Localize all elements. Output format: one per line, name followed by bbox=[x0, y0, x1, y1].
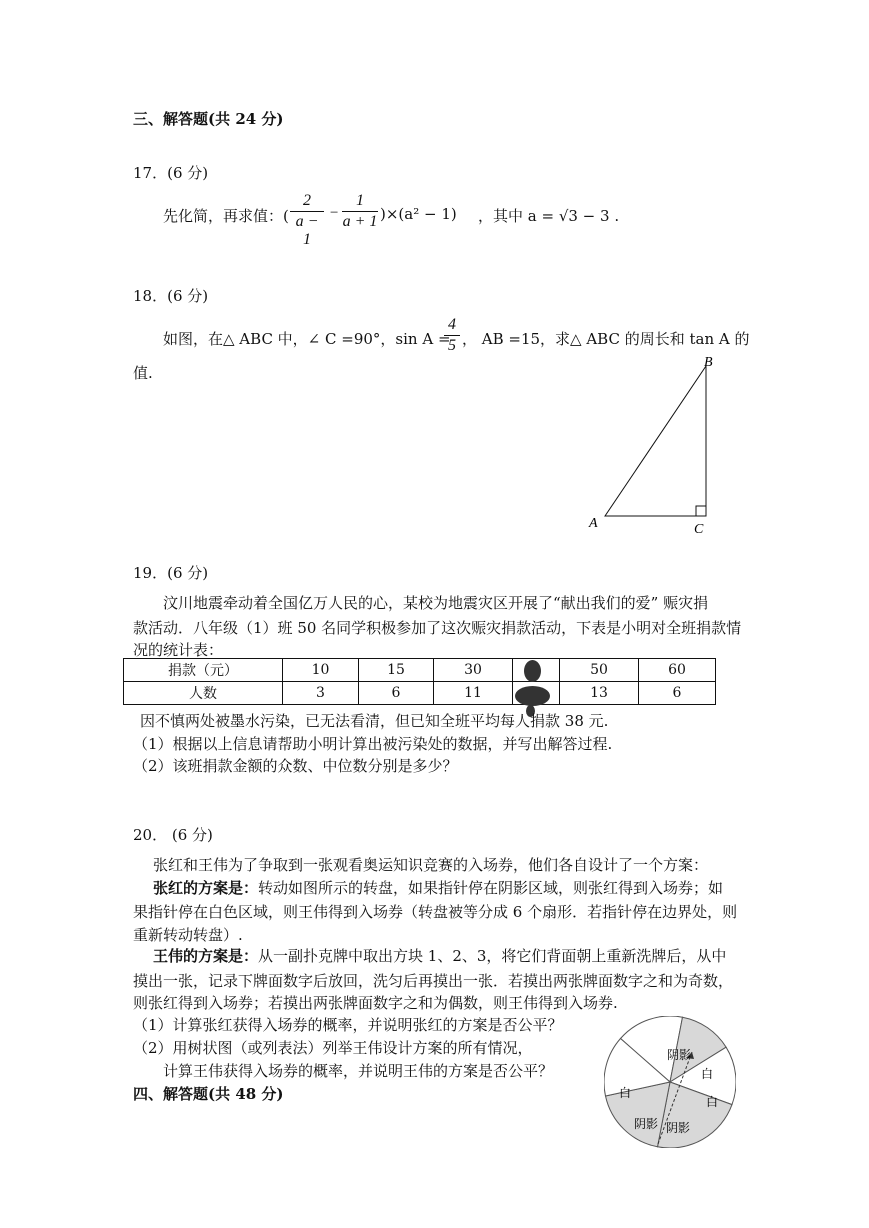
q17-frac1-den: a − 1 bbox=[295, 213, 319, 248]
q20-ww-line3: 则张红得到入场券；若摸出两张牌面数字之和为偶数，则王伟得到入场券. bbox=[133, 994, 618, 1012]
q20-ww-line2: 摸出一张，记录下牌面数字后放回，洗匀后再摸出一张．若摸出两张牌面数字之和为奇数， bbox=[133, 972, 734, 990]
q18-number: 18．(6 分) bbox=[133, 287, 209, 305]
spinner-label: 阴影 bbox=[665, 1121, 691, 1135]
spinner-label: 白 bbox=[618, 1086, 632, 1100]
table-cell: 11 bbox=[434, 682, 513, 705]
q19-sub2: （2）该班捐款金额的众数、中位数分别是多少？ bbox=[133, 757, 458, 775]
q17-minus: − bbox=[329, 205, 340, 221]
donation-table bbox=[123, 658, 716, 705]
table-row bbox=[124, 682, 716, 705]
vertex-label-a: A bbox=[589, 516, 598, 531]
vertex-label-b: B bbox=[704, 355, 713, 370]
table-cell: 捐款（元） bbox=[124, 659, 283, 682]
q20-number: 20． (6 分) bbox=[133, 826, 213, 844]
q20-zh-label: 张红的方案是： bbox=[153, 879, 259, 897]
table-cell: 30 bbox=[434, 659, 513, 682]
q17-frac2-num: 1 bbox=[342, 192, 378, 212]
triangle-abc bbox=[605, 366, 706, 516]
ink-blot-1 bbox=[524, 660, 541, 682]
q18-triangle-figure bbox=[580, 350, 720, 540]
q20-sub2: （2）用树状图（或列表法）列举王伟设计方案的所有情况， bbox=[133, 1039, 533, 1057]
table-cell: 60 bbox=[639, 659, 716, 682]
spinner-label: 白 bbox=[700, 1067, 714, 1081]
section-3-heading: 三、解答题(共 24 分) bbox=[133, 110, 284, 128]
table-cell: 6 bbox=[639, 682, 716, 705]
q17-prefix: 先化简，再求值：( bbox=[163, 207, 289, 225]
q17-frac2-den: a + 1 bbox=[342, 213, 378, 230]
q18-text-a: 如图，在△ ABC 中，∠ C =90°，sin A = bbox=[163, 330, 451, 348]
q19-note: 因不慎两处被墨水污染，已无法看清，但已知全班平均每人捐款 38 元. bbox=[140, 712, 609, 730]
q17-fraction-1 bbox=[290, 192, 324, 249]
q20-ww-line1 bbox=[153, 945, 726, 966]
section-4-heading: 四、解答题(共 48 分) bbox=[133, 1085, 284, 1103]
table-cell: 3 bbox=[283, 682, 359, 705]
q17-fraction-2 bbox=[342, 192, 378, 231]
q18-text-b: ， AB =15，求△ ABC 的周长和 tan A 的 bbox=[462, 330, 750, 348]
q18-frac-den: 5 bbox=[448, 337, 456, 354]
q19-para-line1: 汶川地震牵动着全国亿万人民的心，某校为地震灾区开展了“献出我们的爱” 赈灾捐 bbox=[163, 594, 709, 612]
q20-ww-label: 王伟的方案是： bbox=[153, 947, 259, 965]
table-cell: 50 bbox=[560, 659, 639, 682]
table-row bbox=[124, 659, 716, 682]
q17-condition: ，其中 a = √3 − 3 . bbox=[478, 207, 620, 225]
q20-intro: 张红和王伟为了争取到一张观看奥运知识竞赛的入场券，他们各自设计了一个方案： bbox=[153, 856, 709, 874]
q20-zh-line1 bbox=[153, 877, 723, 898]
right-angle-mark bbox=[696, 506, 706, 516]
spinner-label: 白 bbox=[705, 1095, 719, 1109]
q18-text-c: 值. bbox=[133, 364, 153, 382]
q17-times-part: )×(a² − 1) bbox=[380, 205, 457, 223]
q19-number: 19．(6 分) bbox=[133, 564, 209, 582]
q18-fraction bbox=[444, 316, 460, 355]
table-cell: 13 bbox=[560, 682, 639, 705]
q20-sub1: （1）计算张红获得入场券的概率，并说明张红的方案是否公平？ bbox=[133, 1016, 563, 1034]
q19-para-line2: 款活动．八年级（1）班 50 名同学积极参加了这次赈灾捐款活动，下表是小明对全班捐款情 bbox=[133, 619, 742, 637]
q20-zh-line3: 重新转动转盘）. bbox=[133, 926, 243, 944]
q17-number: 17．(6 分) bbox=[133, 164, 209, 182]
q20-ww-text: 从一副扑克牌中取出方块 1、2、3，将它们背面朝上重新洗牌后，从中 bbox=[258, 947, 727, 965]
spinner-figure bbox=[604, 1016, 736, 1148]
ink-blot-2 bbox=[515, 686, 550, 706]
q20-sub2b: 计算王伟获得入场券的概率，并说明王伟的方案是否公平？ bbox=[163, 1062, 554, 1080]
q17-frac1-num: 2 bbox=[290, 192, 324, 212]
q19-sub1: （1）根据以上信息请帮助小明计算出被污染处的数据，并写出解答过程. bbox=[133, 735, 613, 753]
table-cell: 10 bbox=[283, 659, 359, 682]
vertex-label-c: C bbox=[694, 522, 704, 537]
spinner-label: 阴影 bbox=[633, 1117, 659, 1131]
table-cell: 6 bbox=[359, 682, 434, 705]
spinner-label: 阴影 bbox=[666, 1048, 692, 1062]
table-cell: 人数 bbox=[124, 682, 283, 705]
q20-zh-text: 转动如图所示的转盘，如果指针停在阴影区域，则张红得到入场券；如 bbox=[258, 879, 724, 897]
q20-zh-line2: 果指针停在白色区域，则王伟得到入场券（转盘被等分成 6 个扇形．若指针停在边界处，则 bbox=[133, 903, 738, 921]
table-cell: 15 bbox=[359, 659, 434, 682]
q19-para-line3: 况的统计表： bbox=[133, 641, 224, 659]
q18-frac-num: 4 bbox=[444, 316, 460, 336]
